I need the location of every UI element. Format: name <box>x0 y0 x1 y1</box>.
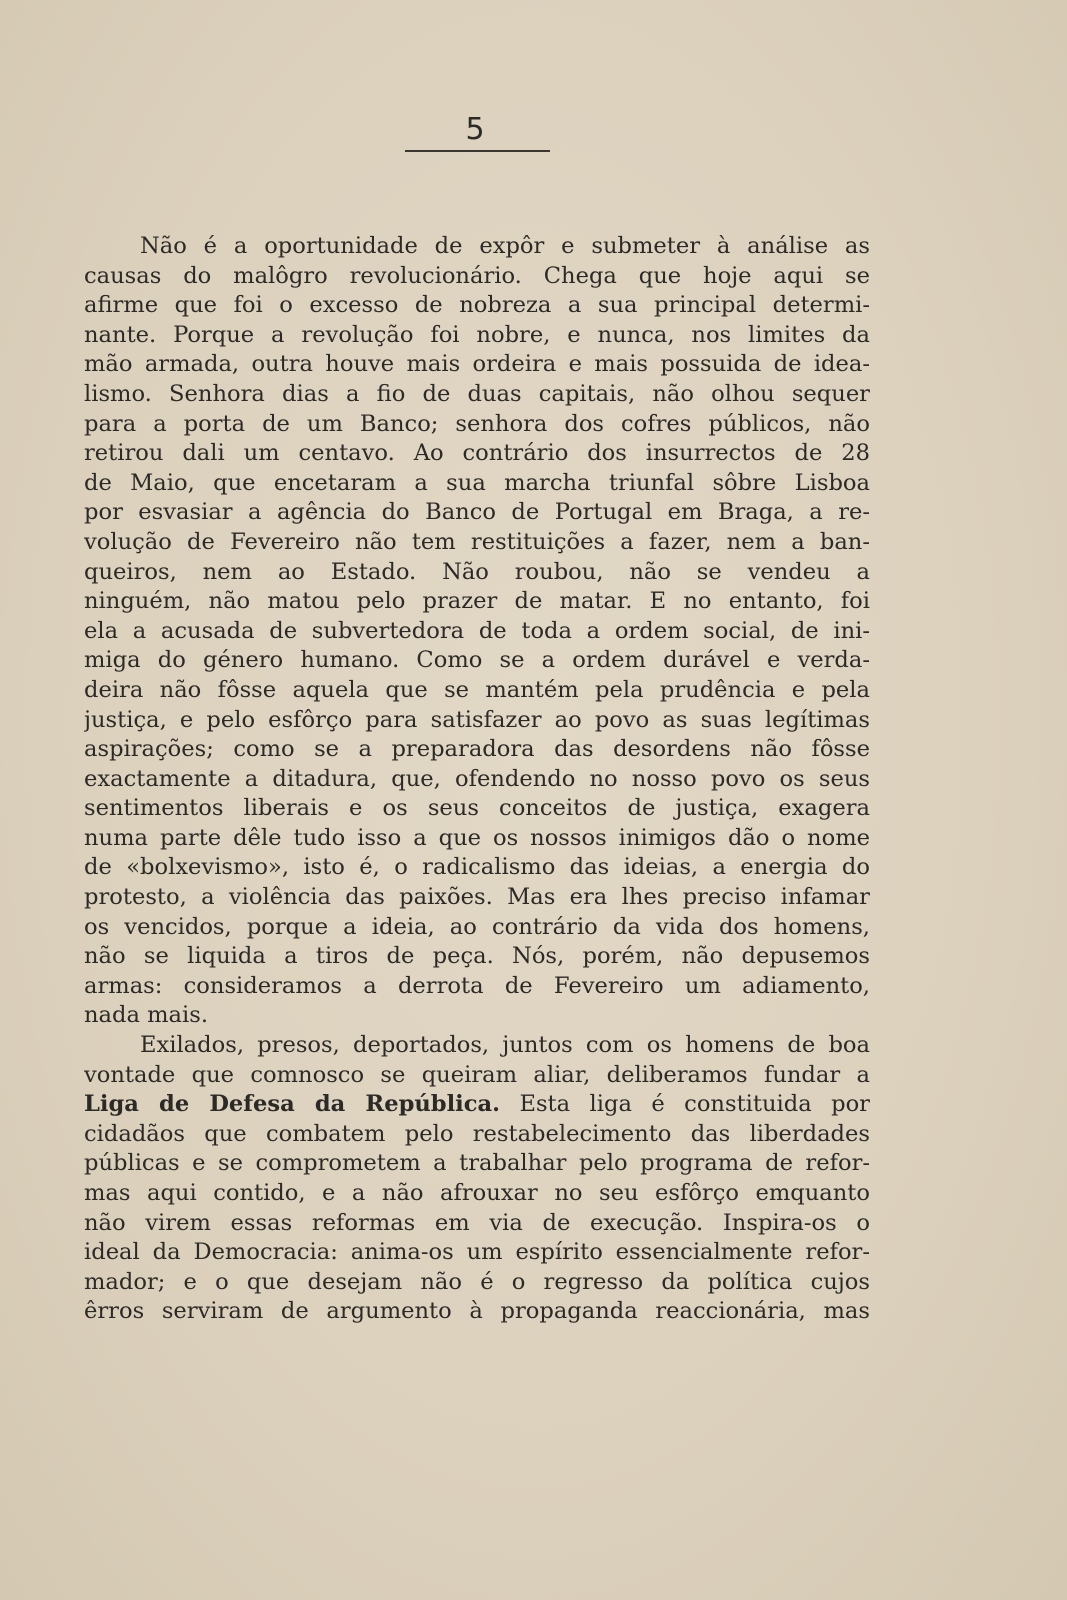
text-line: para a porta de um Banco; senhora dos cofres públicos, não <box>84 410 870 437</box>
text-line: os vencidos, porque a ideia, ao contrário da vida dos homens, <box>84 913 870 940</box>
text-line: Exilados, presos, deportados, juntos com os homens de boa <box>140 1032 870 1059</box>
text-line: vontade que comnosco se queiram aliar, deliberamos fundar a <box>84 1061 870 1088</box>
text-line: numa parte dêle tudo isso a que os nossos inimigos dão o nome <box>84 824 870 851</box>
text-line: miga do género humano. Como se a ordem durável e verda- <box>84 647 870 674</box>
text-line: não se liquida a tiros de peça. Nós, porém, não depusemos <box>84 943 870 970</box>
text-line: justiça, e pelo esfôrço para satisfazer ao povo as suas legítimas <box>84 706 870 733</box>
text-line: volução de Fevereiro não tem restituições a fazer, nem a ban- <box>84 528 870 555</box>
text-line: de «bolxevismo», isto é, o radicalismo das ideias, a energia do <box>84 854 870 881</box>
text-line: protesto, a violência das paixões. Mas era lhes preciso infamar <box>84 884 870 911</box>
text-line: mas aqui contido, e a não afrouxar no seu esfôrço emquanto <box>84 1180 870 1206</box>
text-line: sentimentos liberais e os seus conceitos de justiça, exagera <box>84 795 870 822</box>
text-line: nada mais. <box>84 1002 209 1029</box>
text-line: nante. Porque a revolução foi nobre, e nunca, nos limites da <box>84 321 870 348</box>
header-rule <box>405 150 550 152</box>
text-line: queiros, nem ao Estado. Não roubou, não se vendeu a <box>84 558 870 585</box>
text-line: retirou dali um centavo. Ao contrário dos insurrectos de 28 <box>84 440 870 467</box>
text-line: aspirações; como se a preparadora das desordens não fôsse <box>84 736 870 763</box>
text-line: armas: consideramos a derrota de Fevereiro um adiamento, <box>84 972 870 999</box>
league-line-rest: Esta liga é constituida por <box>519 1091 870 1118</box>
text-line: deira não fôsse aquela que se mantém pela prudência e pela <box>84 676 870 703</box>
text-line: por esvasiar a agência do Banco de Portugal em Braga, a re- <box>84 499 870 526</box>
text-line: ela a acusada de subvertedora de toda a ordem social, de ini- <box>84 617 870 644</box>
paragraph-1 <box>84 232 870 1031</box>
text-line: mador; e o que desejam não é o regresso da política cujos <box>84 1268 870 1295</box>
paragraph-2 <box>84 1031 870 1327</box>
text-line: ninguém, não matou pelo prazer de matar. E no entanto, foi <box>84 588 870 615</box>
text-line: de Maio, que encetaram a sua marcha triunfal sôbre Lisboa <box>84 469 870 496</box>
text-line: êrros serviram de argumento à propaganda reaccionária, mas <box>84 1298 870 1325</box>
text-line: públicas e se comprometem a trabalhar pelo programa de refor- <box>84 1150 870 1177</box>
page-number: 5 <box>465 112 485 147</box>
text-line: lismo. Senhora dias a fio de duas capitais, não olhou sequer <box>84 380 870 407</box>
text-line: afirme que foi o excesso de nobreza a sua principal determi- <box>84 292 870 319</box>
text-line: não virem essas reformas em via de execução. Inspira-os o <box>84 1209 870 1236</box>
text-line-league <box>84 1090 870 1120</box>
text-line: Não é a oportunidade de expôr e submeter à análise as <box>140 233 870 259</box>
text-line: exactamente a ditadura, que, ofendendo no nosso povo os seus <box>84 765 870 792</box>
text-line: cidadãos que combatem pelo restabelecimento das liberdades <box>84 1120 870 1147</box>
text-line: ideal da Democracia: anima-os um espírito essencialmente refor- <box>84 1239 870 1266</box>
league-name: Liga de Defesa da República. <box>84 1091 501 1118</box>
body-text <box>84 232 870 1327</box>
text-line: causas do malôgro revolucionário. Chega que hoje aqui se <box>84 262 870 289</box>
text-line: mão armada, outra houve mais ordeira e mais possuida de idea- <box>84 351 870 378</box>
